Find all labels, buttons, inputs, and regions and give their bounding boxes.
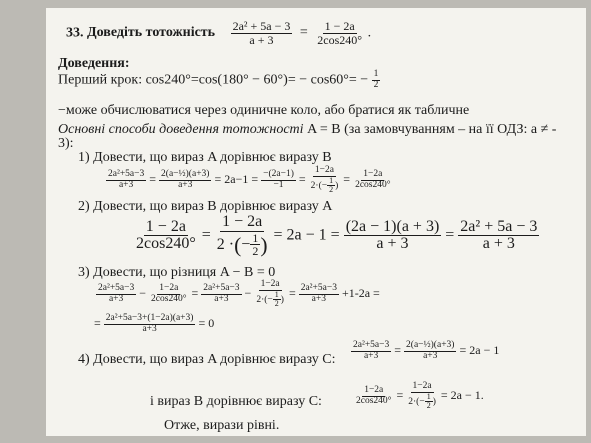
m4-b-num: 2(a−½)(a+3)	[406, 340, 455, 350]
m4-d-den: 2·(− $\frac{1}{2}$ )	[408, 391, 436, 411]
m1-d-inner	[327, 177, 335, 195]
m2-b-inner	[250, 232, 260, 258]
method1-label: 1) Довести, що вираз A дорівнює виразу B	[78, 150, 332, 165]
m4-d-inner-num: 1	[426, 391, 431, 401]
m4-a-den: a+3	[363, 350, 379, 361]
m2-b-inner-den: 2	[252, 244, 259, 259]
m3-e-den: a+3	[311, 293, 326, 304]
m3-d-pre: 2·	[256, 295, 265, 306]
m3-f-den: a+3	[142, 323, 157, 334]
m3-zero: = 0	[198, 316, 215, 331]
m1-d-num: 1−2a	[314, 165, 334, 175]
m2-c-den: a + 3	[376, 235, 409, 253]
method3-equation: $\frac{\text{2a²+5a−3}}{a+3}$ − $\frac{1-2a}{2\cos 240^\circ}$ = $\frac{\text{2a²+5a−3}}{a+3}$ − 1−2a 2·(− $\frac{1}{2}$ ) = $\frac{\text{2a²+5a−3}}{a+3}$ +1-2a =	[98, 279, 380, 309]
m3-frac-e	[299, 284, 339, 305]
m3-d-num: 1−2a	[260, 279, 280, 289]
m2-b-num: 1 − 2a	[222, 213, 263, 230]
m1-d-pre: 2·	[310, 181, 319, 192]
problem-period: .	[367, 25, 372, 41]
m4-c-den: 2cos240°	[356, 395, 392, 406]
method1-equation: $\frac{\text{2a²+5a−3}}{a+3}$ = $\frac{\text{2(a−½)(a+3)}}{a+3}$ = 2a−1 = $\frac{-(2a-1)}{-1}$ = 1−2a 2·(− $\frac{1}{2}$ ) = $\frac{1-2a}{2\cos 240^\circ}$	[108, 165, 391, 195]
methods-wrap: 3):	[58, 136, 74, 151]
m2-d-den: a + 3	[482, 235, 515, 253]
m3-b-den: 2cos240°	[151, 293, 187, 304]
m4-frac-d	[406, 382, 438, 411]
first-step-text: Перший крок: cos240°=cos(180° − 60°)= − cos60°= −	[58, 72, 369, 88]
m4-frac-a	[351, 341, 391, 362]
m2-b-inner-num: 1	[252, 230, 259, 245]
m3-b-num: 1−2a	[159, 282, 179, 293]
textbook-page	[46, 8, 586, 436]
m4-result-a: = 2a − 1	[459, 343, 500, 358]
m2-frac-d	[458, 219, 539, 254]
m2-a-num: 1 − 2a	[145, 217, 186, 235]
m2-a-den: 2cos240°	[136, 235, 196, 253]
m2-frac-b	[215, 214, 270, 258]
rhs-numerator: 1 − 2a	[324, 19, 355, 33]
m3-d-inner-num: 1	[274, 289, 279, 299]
m3-frac-c	[201, 284, 241, 305]
m4-d-inner-den: 2	[426, 401, 431, 411]
problem-lhs-fraction	[231, 20, 293, 46]
first-step-line	[58, 70, 380, 91]
m2-b-den: 2 ·(− $\frac{1}{2}$ )	[216, 230, 268, 259]
methods-line	[58, 122, 556, 138]
m3-frac-a	[96, 284, 136, 305]
m4-a-num: 2a²+5a−3	[353, 340, 390, 350]
method4-equation-b: $\frac{1-2a}{2\cos 240^\circ}$ = 1−2a 2·(− $\frac{1}{2}$ ) = 2a − 1.	[356, 381, 484, 411]
half-numerator: 1	[373, 69, 379, 79]
methods-rest: A = B (за замовчуванням – на її ОДЗ: a ≠ -	[307, 122, 557, 137]
m2-d-num: 2a² + 5a − 3	[460, 217, 538, 235]
methods-italic: Основні способи доведення тотожності	[58, 122, 304, 137]
m3-f-num: 2a²+5a−3+(1−2a)(a+3)	[105, 313, 194, 323]
m4-c-num: 1−2a	[364, 384, 384, 395]
method4-equation-a: $\frac{\text{2a²+5a−3}}{a+3}$ = $\frac{\text{2(a−½)(a+3)}}{a+3}$ = 2a − 1	[353, 340, 500, 361]
m4-d-inner	[425, 393, 433, 411]
m3-a-den: a+3	[108, 293, 124, 304]
m2-frac-c	[344, 219, 442, 254]
m1-frac-b	[159, 170, 211, 191]
m1-d-den: 2·(− $\frac{1}{2}$ )	[310, 175, 339, 195]
m1-d-inner-den: 2	[329, 185, 334, 195]
m1-mid: = 2a−1 =	[214, 172, 259, 187]
m3-e-num: 2a²+5a−3	[300, 282, 337, 293]
m4-b-den: a+3	[423, 350, 438, 361]
m2-frac-a	[134, 219, 198, 254]
m1-c-num: −(2a−1)	[263, 168, 294, 179]
m1-d-inner-num: 1	[329, 175, 334, 185]
proof-heading: Доведення:	[58, 56, 130, 71]
problem-number: 33.	[66, 25, 84, 41]
m4-frac-b	[404, 341, 456, 362]
m1-b-num: 2(a−½)(a+3)	[161, 168, 210, 179]
one-half-fraction	[372, 70, 381, 91]
method2-label: 2) Довести, що вираз B дорівнює виразу A	[78, 199, 333, 214]
problem-prompt: Доведіть тотожність	[87, 25, 216, 41]
m1-frac-e	[353, 170, 392, 191]
method3-label: 3) Довести, що різниця A − B = 0	[78, 265, 276, 280]
m1-e-den: 2cos240°	[355, 179, 391, 190]
m1-a-num: 2a²+5a−3	[108, 168, 145, 179]
m1-e-num: 1−2a	[363, 168, 383, 179]
lhs-denominator: a + 3	[249, 32, 274, 47]
half-denominator: 2	[373, 79, 379, 90]
lhs-numerator: 2a² + 5a − 3	[232, 19, 291, 33]
m1-a-den: a+3	[118, 179, 134, 190]
m4-d-pre: 2·	[408, 397, 417, 408]
conclusion: Отже, вирази рівні.	[164, 418, 280, 433]
method3-equation-cont: = $\frac{\text{2a²+5a−3+(1−2a)(a+3)}}{a+3}$ = 0	[94, 313, 215, 334]
problem-line	[66, 20, 371, 46]
m3-frac-d	[254, 280, 286, 309]
m4-result-b: = 2a − 1.	[440, 388, 484, 403]
method4-label: 4) Довести, що вираз A дорівнює виразу C:	[78, 352, 336, 367]
m3-frac-b	[149, 284, 188, 305]
m1-frac-a	[106, 170, 146, 191]
m1-frac-c	[261, 170, 296, 191]
problem-rhs-fraction	[315, 20, 364, 46]
m2-mid: = 2a − 1 =	[273, 226, 340, 244]
method2-equation: $\frac{1 - 2a}{2\cos 240^\circ}$ = 1 − 2a 2 ·(− $\frac{1}{2}$ ) = 2a − 1 = $\frac{(2a - 1)(a + 3)}{a + 3}$ = $\frac{\text{2a² + 5a − 3}}{a + 3}$	[136, 213, 538, 259]
m3-c-den: a+3	[214, 293, 229, 304]
m1-b-den: a+3	[178, 179, 193, 190]
note-line: −може обчислюватися через одиничне коло, або братися як табличне	[58, 103, 470, 118]
m4-frac-c	[354, 386, 393, 407]
m2-b-pre: 2 ·	[216, 235, 235, 253]
m3-frac-f	[104, 314, 196, 335]
m4-d-num: 1−2a	[412, 381, 432, 391]
m2-c-num: (2a − 1)(a + 3)	[345, 217, 440, 235]
equals-sign: =	[299, 25, 308, 41]
m3-a-num: 2a²+5a−3	[98, 282, 135, 293]
m3-tail: +1-2a =	[341, 286, 380, 301]
m3-c-num: 2a²+5a−3	[203, 282, 240, 293]
m3-d-den: 2·(− $\frac{1}{2}$ )	[256, 289, 284, 309]
m3-d-inner-den: 2	[274, 299, 279, 309]
method4-label2: і вираз B дорівнює виразу C:	[150, 394, 322, 409]
m1-frac-d	[309, 166, 341, 195]
m1-c-den: −1	[273, 179, 284, 190]
m3-d-inner	[273, 291, 281, 309]
rhs-denominator: 2cos240°	[317, 32, 363, 47]
